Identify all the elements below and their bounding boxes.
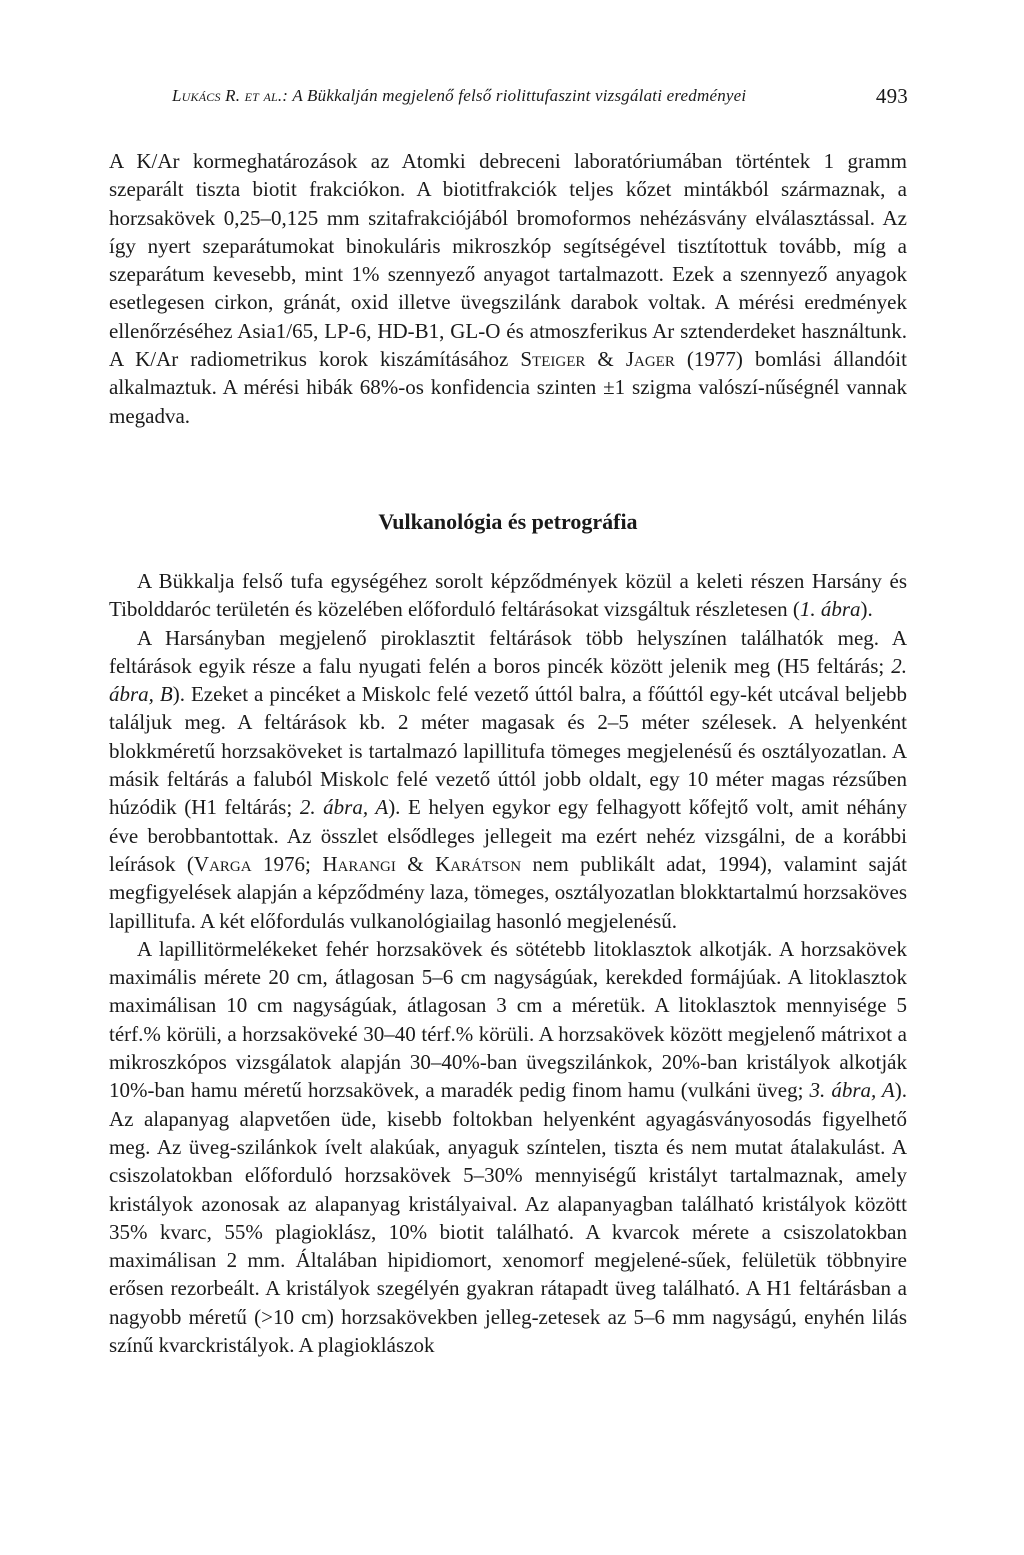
paragraph-harsany-outcrops: A Harsányban megjelenő piroklasztit feltárások több helyszínen találhatók meg. A feltárások egyik része a falu nyugati felén a boros pincék között jelenik meg (H5 feltárás; 2. ábra, B). Ezeket a pincéket a Miskolc felé vezető úttól balra, a főúttól egy-két utcával beljebb találjuk meg. A feltárások kb. 2 méter magasak és 2–5 méter szélesek. A helyenként blokkméretű horzsaköveket is tartalmazó lapillitufa tömeges megjelenésű és osztályozatlan. A másik feltárás a faluból Miskolc felé vezető úttól jobb oldalt, egy 10 méter magas rézsűben húzódik (H1 feltárás; 2. ábra, A). E helyen egykor egy felhagyott kőfejtő volt, amit néhány éve berobbantottak. Az összlet elsődleges jellegeit ma ezért nehéz vizsgálni, de a korábbi leírások (Varga 1976; Harangi & Karátson nem publikált adat, 1994), valamint saját megfigyelések alapján a képződmény laza, tömeges, osztályozatlan blokktartalmú horzsaköves lapillitufa. A két előfordulás vulkanológiailag hasonló megjelenésű. bbox=[109, 625, 908, 933]
running-head bbox=[172, 86, 908, 118]
running-head-title: A Bükkalján megjelenő felső riolittufaszint vizsgálati eredményei bbox=[292, 86, 747, 105]
citation-author: Steiger bbox=[520, 347, 586, 372]
paragraph-study-area: A Bükkalja felső tufa egységéhez sorolt képződmények közül a keleti részen Harsány és Tibolddaróc területén és közelében előforduló feltárásokat vizsgáltuk részletesen (1. ábra). bbox=[109, 569, 907, 622]
citation-author: Harangi bbox=[322, 851, 396, 876]
paragraph-kar-dating: A K/Ar kormeghatározások az Atomki debreceni laboratóriumában történtek 1 gramm szeparált tiszta biotit frakciókon. A biotitfrakciók teljes kőzet mintákból származnak, a horzsakövek 0,25–0,125 mm szitafrakciójából bromoformos nehézásvány elválasztással. Az így nyert szeparátumokat binokuláris mikroszkóp segítségével tisztítottuk tovább, míg a szeparátum kevesebb, mint 1% szennyező anyagot tartalmazott. Ezek a szennyező anyagok esetlegesen cirkon, gránát, oxid illetve üvegszilánk darabok voltak. A mérési eredmények ellenőrzéséhez Asia1/65, LP-6, HD-B1, GL-O és atmoszferikus Ar sztenderdeket használtunk. A K/Ar radiometrikus korok kiszámításához Steiger & Jager (1977) bomlási állandóit alkalmaztuk. A mérési hibák 68%-os konfidencia szinten ±1 szigma valószí-nűségnél vannak megadva. bbox=[109, 149, 907, 428]
figure-reference: 1. ábra bbox=[799, 597, 861, 622]
citation-author: Karátson bbox=[435, 851, 522, 876]
page-number: 493 bbox=[875, 84, 908, 108]
citation-author: Varga bbox=[193, 851, 252, 876]
figure-reference: 3. ábra, A bbox=[809, 1078, 895, 1103]
section-heading: Vulkanológia és petrográfia bbox=[378, 509, 638, 534]
figure-reference: 2. ábra, B bbox=[109, 653, 907, 707]
running-head-author: Lukács R. et al.: bbox=[172, 86, 289, 105]
volcanology-text-block bbox=[109, 567, 907, 1359]
paragraph-lapilli-description: A lapillitörmelékeket fehér horzsakövek és sötétebb litoklasztok alkotják. A horzsakövek maximális mérete 20 cm, átlagosan 5–6 cm nagyságúak, kerekded formájúak. A litoklasztok maximálisan 10 cm nagyságúak, átlagosan 3 cm a méretük. A litoklasztok mennyisége 5 térf.% körüli, a horzsaköveké 30–40 térf.% körüli. A horzsakövek között megjelenő mátrixot a mikroszkópos vizsgálatok alapján 30–40%-ban üvegszilánkok, 20%-ban kristályok alkotják 10%-ban hamu méretű horzsakövek, a maradék pedig finom hamu (vulkáni üveg; 3. ábra, A). Az alapanyag alapvetően üde, kisebb foltokban helyenként agyagásványosodás figyelhető meg. Az üveg-szilánkok ívelt alakúak, anyaguk színtelen, tiszta és nem mutat átalakulást. A csiszolatokban előforduló horzsakövek 5–30% mennyiségű kristályt tartalmaznak, amely kristályok azonosak az alapanyag kristályaival. Az alapanyagban található kristályok között 35% kvarc, 55% plagioklász, 10% biotit található. A kvarcok mérete a csiszolatokban maximálisan 2 mm. Általában hipidiomort, xenomorf megjelené-sűek, felületük többnyire erősen rezorbeált. A kristályok szegélyén gyakran rátapadt üveg található. A H1 feltárásban a nagyobb méretű (>10 cm) horzsakövekben jelleg-zetesek az 5–6 mm nagyságú, enyhén lilás színű kvarckristályok. A plagioklászok bbox=[109, 936, 908, 1358]
methods-text-block bbox=[109, 147, 907, 430]
citation-author: Jager bbox=[625, 347, 675, 372]
figure-reference: 2. ábra, A bbox=[299, 795, 389, 820]
